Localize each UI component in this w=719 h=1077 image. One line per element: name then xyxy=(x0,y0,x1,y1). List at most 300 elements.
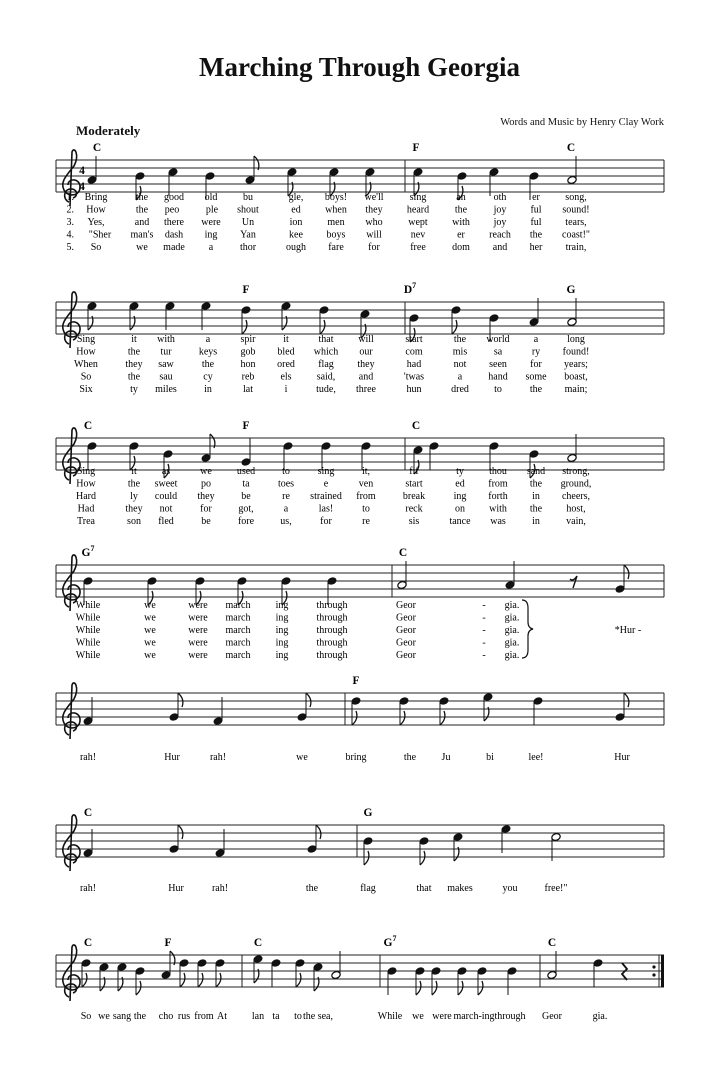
lyric-syllable: we xyxy=(144,637,156,649)
lyric-syllable: train, xyxy=(565,242,587,253)
lyric-syllable: ed xyxy=(291,204,301,216)
composer-credit: Words and Music by Henry Clay Work xyxy=(500,117,664,128)
treble-clef-icon xyxy=(63,815,80,871)
lyric-syllable: from xyxy=(356,491,376,502)
lyric-syllable: the xyxy=(127,346,141,358)
lyric-syllable: toes xyxy=(277,478,295,490)
chord-symbol: C xyxy=(83,807,93,819)
lyric-syllable: march xyxy=(225,612,251,624)
lyric-syllable: with xyxy=(157,334,175,345)
note-flag xyxy=(316,825,321,839)
lyric-syllable: ed xyxy=(455,478,465,490)
lyric-syllable: we xyxy=(412,1011,424,1022)
note-flag xyxy=(416,981,421,995)
lyric-syllable: re xyxy=(282,491,290,502)
lyric-syllable: free!" xyxy=(544,883,568,894)
lyric-syllable: in xyxy=(532,516,540,527)
lyric-syllable: joy xyxy=(493,204,507,216)
lyric-syllable: hun xyxy=(406,384,422,395)
lyric-syllable: with xyxy=(489,503,507,515)
chord-symbol: C xyxy=(411,420,421,432)
note-flag xyxy=(82,973,87,987)
lyric-syllable: not xyxy=(453,359,467,370)
lyric-syllable: be xyxy=(201,516,211,527)
lyric-syllable: e xyxy=(323,478,329,490)
lyric-syllable: thou xyxy=(489,466,507,477)
lyric-syllable: cheers, xyxy=(561,491,591,502)
lyric-syllable: While xyxy=(75,612,101,624)
lyric-syllable: fore xyxy=(237,516,255,527)
lyric-syllable: had xyxy=(406,359,422,370)
lyric-syllable: So xyxy=(80,1011,92,1022)
note-flag xyxy=(320,320,325,334)
lyric-syllable: the xyxy=(135,204,149,216)
lyric-syllable: we xyxy=(136,242,148,253)
lyric-syllable: tance xyxy=(449,516,471,527)
lyric-syllable: sand xyxy=(526,466,546,477)
lyric-syllable: host, xyxy=(566,503,586,515)
lyric-syllable: for xyxy=(530,359,542,370)
lyric-syllable: sis xyxy=(408,516,420,527)
lyric-syllable: to xyxy=(494,384,502,395)
lyric-syllable: 'twas xyxy=(403,371,425,383)
lyric-syllable: a xyxy=(208,242,214,253)
lyric-syllable: dom xyxy=(452,242,470,253)
lyric-syllable: a xyxy=(205,334,211,345)
lyric-syllable: kee xyxy=(289,229,303,241)
lyric-syllable: to xyxy=(294,1011,302,1022)
chord-symbol: F xyxy=(242,284,250,296)
lyric-syllable: break xyxy=(402,491,426,502)
lyric-syllable: Yan xyxy=(240,229,256,241)
lyric-syllable: - xyxy=(482,612,486,624)
lyric-syllable: While xyxy=(377,1011,403,1022)
lyric-syllable: bring xyxy=(345,752,367,763)
lyric-syllable: be xyxy=(241,491,251,502)
lyric-syllable: march xyxy=(225,637,251,649)
lyric-syllable: the xyxy=(453,334,467,345)
lyric-syllable: strained xyxy=(310,491,342,502)
repeat-dot xyxy=(652,973,655,976)
lyric-syllable: we xyxy=(144,625,156,636)
lyric-syllable: ry xyxy=(531,346,541,358)
lyric-syllable: as xyxy=(161,466,171,477)
note-flag xyxy=(458,981,463,995)
lyric-syllable: miles xyxy=(155,384,177,395)
lyric-syllable: bu xyxy=(243,192,253,203)
lyric-syllable: At xyxy=(217,1011,227,1022)
lyric-syllable: good xyxy=(164,192,184,203)
lyric-syllable: through xyxy=(316,600,348,611)
lyric-syllable: in xyxy=(204,384,212,395)
note-flag xyxy=(420,851,425,865)
lyric-syllable: when xyxy=(325,204,347,216)
lyric-syllable: ion xyxy=(289,217,303,228)
lyric-syllable: an xyxy=(456,192,466,203)
note-flag xyxy=(296,973,301,987)
chord-symbol: $G^7$ xyxy=(81,544,95,559)
lyric-syllable: Had xyxy=(77,503,95,515)
lyric-syllable: free xyxy=(410,242,426,253)
lyric-syllable: it xyxy=(283,334,289,345)
lyric-syllable: While xyxy=(75,637,101,649)
note-flag xyxy=(440,711,445,725)
lyric-syllable: joy xyxy=(493,217,507,228)
lyric-syllable: with xyxy=(452,217,470,228)
lyric-syllable: tur xyxy=(160,346,172,358)
lyric-syllable: we xyxy=(296,752,308,763)
lyric-syllable: forth xyxy=(488,491,508,502)
lyric-syllable: sweet xyxy=(154,478,178,490)
lyric-syllable: makes xyxy=(447,883,473,894)
lyric-syllable: fled xyxy=(158,516,174,527)
lyric-syllable: there xyxy=(164,217,184,228)
chord-symbol: C xyxy=(92,142,102,154)
lyric-syllable: us, xyxy=(280,516,292,527)
lyric-syllable: saw xyxy=(158,359,174,370)
lyric-syllable: for xyxy=(200,503,212,515)
lyric-syllable: So xyxy=(90,242,102,253)
lyric-syllable: long xyxy=(567,334,585,345)
lyric-syllable: flag xyxy=(318,359,334,370)
lyric-syllable: tears, xyxy=(565,217,587,228)
lyric-syllable: While xyxy=(75,600,101,611)
lyric-syllable: the xyxy=(454,204,468,216)
note-flag xyxy=(136,981,141,995)
lyric-syllable: reck xyxy=(405,503,423,515)
lyric-syllable: ful xyxy=(530,217,542,228)
lyric-syllable: - xyxy=(482,650,486,661)
chord-symbol: C xyxy=(83,937,93,949)
lyric-syllable: Hard xyxy=(76,491,96,502)
chord-symbol: G xyxy=(363,807,373,819)
lyric-syllable: a xyxy=(533,334,539,345)
lyric-syllable: the xyxy=(403,752,417,763)
note-flag xyxy=(178,693,183,707)
lyric-syllable: ing xyxy=(275,625,289,636)
lyric-syllable: ful xyxy=(530,204,542,216)
lyric-syllable: we xyxy=(144,612,156,624)
lyric-syllable: Hur xyxy=(168,883,184,894)
note-flag xyxy=(624,693,629,707)
lyric-syllable: Geor xyxy=(396,600,416,611)
lyric-syllable: thor xyxy=(239,242,257,253)
lyric-syllable: gia. xyxy=(504,650,520,661)
refrain-start: *Hur - xyxy=(614,625,642,636)
lyric-syllable: we'll xyxy=(364,192,384,203)
verse-number: 2. xyxy=(66,204,74,216)
lyric-syllable: sang xyxy=(112,1011,132,1022)
note-flag xyxy=(306,693,311,707)
lyric-syllable: Geor xyxy=(396,637,416,649)
lyric-syllable: we xyxy=(144,600,156,611)
lyric-syllable: from xyxy=(194,1011,214,1022)
lyric-syllable: - xyxy=(482,637,486,649)
lyric-syllable: Geor xyxy=(396,625,416,636)
lyric-syllable: "Sher xyxy=(88,229,112,241)
lyric-syllable: Bring xyxy=(84,192,108,203)
lyric-syllable: to xyxy=(282,466,290,477)
lyric-syllable: ta xyxy=(272,1011,280,1022)
note-flag xyxy=(452,320,457,334)
lyric-syllable: Six xyxy=(79,384,93,395)
lyric-syllable: were xyxy=(432,1011,452,1022)
note-flag xyxy=(198,973,203,987)
lyric-syllable: rah! xyxy=(211,883,229,894)
lyric-syllable: used xyxy=(236,466,256,477)
lyric-syllable: re xyxy=(362,516,370,527)
lyric-syllable: hon xyxy=(240,359,256,370)
lyric-syllable: made xyxy=(163,242,185,253)
lyric-syllable: Geor xyxy=(396,612,416,624)
lyric-syllable: from xyxy=(488,478,508,490)
lyric-syllable: cy xyxy=(203,371,213,383)
lyric-syllable: the xyxy=(127,478,141,490)
lyric-syllable: gia. xyxy=(504,612,520,624)
lyric-syllable: lan xyxy=(251,1011,265,1022)
lyric-syllable: ing xyxy=(204,229,218,241)
lyric-syllable: we xyxy=(144,650,156,661)
tempo-marking: Moderately xyxy=(76,123,141,138)
lyric-syllable: ing xyxy=(275,650,289,661)
lyric-syllable: peo xyxy=(164,204,180,216)
note-flag xyxy=(432,981,437,995)
lyric-syllable: Ju xyxy=(441,752,451,763)
lyric-syllable: march xyxy=(225,600,251,611)
lyric-syllable: man's xyxy=(130,229,154,241)
note-flag xyxy=(478,981,483,995)
lyric-syllable: Hur xyxy=(614,752,630,763)
lyric-syllable: were xyxy=(188,600,208,611)
lyric-syllable: ing xyxy=(275,612,289,624)
chord-symbol: G xyxy=(566,284,576,296)
lyric-syllable: ing xyxy=(275,600,289,611)
lyric-syllable: got, xyxy=(238,503,254,515)
lyric-syllable: Trea xyxy=(77,516,95,527)
eighth-rest-icon xyxy=(570,576,577,588)
lyric-syllable: for xyxy=(320,516,332,527)
lyric-syllable: ple xyxy=(205,204,219,216)
lyric-syllable: for xyxy=(368,242,380,253)
lyric-syllable: they xyxy=(357,359,375,370)
lyric-syllable: dred xyxy=(451,384,469,395)
note-flag xyxy=(242,320,247,334)
lyric-syllable: ty xyxy=(456,466,464,477)
lyric-syllable: cho xyxy=(158,1011,174,1022)
lyric-syllable: So xyxy=(80,371,92,383)
lyric-syllable: old xyxy=(204,192,218,203)
chord-symbol: F xyxy=(164,937,172,949)
lyric-syllable: lat xyxy=(243,384,253,395)
lyric-syllable: the xyxy=(529,229,543,241)
lyric-syllable: mis xyxy=(452,346,468,358)
lyric-syllable: nev xyxy=(410,229,426,241)
lyric-syllable: sound! xyxy=(562,204,590,216)
chord-symbol: F xyxy=(242,420,250,432)
lyric-syllable: ground, xyxy=(560,478,592,490)
lyric-syllable: er xyxy=(457,229,465,241)
note-flag xyxy=(216,973,221,987)
lyric-syllable: the xyxy=(135,192,149,203)
lyric-syllable: the xyxy=(305,883,319,894)
lyric-syllable: gia. xyxy=(504,625,520,636)
lyric-syllable: sing xyxy=(317,466,335,477)
lyric-syllable: ored xyxy=(277,359,295,370)
verse-number: 1. xyxy=(66,192,74,203)
lyric-syllable: and xyxy=(134,217,150,228)
lyric-syllable: they xyxy=(197,491,215,502)
lyric-syllable: ing xyxy=(453,491,467,502)
lyric-syllable: reach xyxy=(489,229,511,241)
lyric-syllable: bi xyxy=(486,752,494,763)
lyric-syllable: ough xyxy=(286,242,306,253)
lyric-syllable: march xyxy=(225,625,251,636)
verse-number: 5. xyxy=(66,242,74,253)
lyric-syllable: Hur xyxy=(164,752,180,763)
lyric-syllable: ven xyxy=(358,478,374,490)
lyric-syllable: Sing xyxy=(76,334,96,345)
lyric-syllable: fare xyxy=(328,242,344,253)
chord-symbol: C xyxy=(398,547,408,559)
lyric-syllable: start xyxy=(405,478,423,490)
lyric-syllable: How xyxy=(76,478,96,490)
lyric-syllable: were xyxy=(188,637,208,649)
lyric-syllable: men xyxy=(327,217,345,228)
lyric-syllable: the xyxy=(529,478,543,490)
lyric-syllable: will xyxy=(358,334,374,345)
lyric-syllable: bled xyxy=(277,346,295,358)
lyric-syllable: in xyxy=(532,491,540,502)
chord-symbol: C xyxy=(566,142,576,154)
lyric-syllable: they xyxy=(365,204,383,216)
verse-brace xyxy=(522,600,533,658)
song-title: Marching Through Georgia xyxy=(198,52,521,82)
lyric-syllable: world xyxy=(486,334,510,345)
lyric-syllable: vain, xyxy=(566,516,586,527)
lyric-syllable: seen xyxy=(489,359,507,370)
lyric-syllable: ta xyxy=(242,478,250,490)
lyric-syllable: rah! xyxy=(209,752,227,763)
lyric-syllable: the xyxy=(133,1011,147,1022)
lyric-syllable: Geor xyxy=(396,650,416,661)
lyric-syllable: - xyxy=(482,625,486,636)
lyric-syllable: keys xyxy=(198,346,218,358)
lyric-syllable: els xyxy=(280,371,292,383)
chord-symbol: C xyxy=(83,420,93,432)
lyric-syllable: son xyxy=(127,516,141,527)
lyric-syllable: through xyxy=(316,625,348,636)
chord-symbol: C xyxy=(253,937,263,949)
lyric-syllable: ing xyxy=(275,637,289,649)
lyric-syllable: it xyxy=(131,466,137,477)
lyric-syllable: gob xyxy=(240,346,256,358)
lyric-syllable: were xyxy=(188,625,208,636)
lyric-syllable: com xyxy=(405,346,423,358)
lyric-syllable: who xyxy=(365,217,383,228)
lyric-syllable: through xyxy=(494,1011,526,1022)
lyric-syllable: er xyxy=(532,192,540,203)
note-flag xyxy=(400,711,405,725)
lyric-syllable: wept xyxy=(408,217,428,228)
lyric-syllable: it xyxy=(131,334,137,345)
lyric-syllable: will xyxy=(366,229,382,241)
final-thick-bar xyxy=(661,955,664,987)
lyric-syllable: boast, xyxy=(564,371,588,383)
lyric-syllable: gia. xyxy=(504,600,520,611)
note-flag xyxy=(364,851,369,865)
lyric-syllable: and xyxy=(358,371,374,383)
lyric-syllable: march xyxy=(225,650,251,661)
lyric-syllable: they xyxy=(125,359,143,370)
lyric-syllable: to xyxy=(362,503,370,515)
chord-symbol: C xyxy=(547,937,557,949)
lyric-syllable: ly xyxy=(130,491,138,502)
lyric-syllable: While xyxy=(75,650,101,661)
lyric-syllable: How xyxy=(86,204,106,216)
lyric-syllable: through xyxy=(316,650,348,661)
note-flag xyxy=(624,565,629,579)
lyric-syllable: it, xyxy=(361,466,371,477)
lyric-syllable: not xyxy=(159,503,173,515)
lyric-syllable: How xyxy=(76,346,96,358)
lyric-syllable: strong, xyxy=(562,466,590,477)
lyric-syllable: start xyxy=(405,334,423,345)
lyric-syllable: While xyxy=(75,625,101,636)
lyric-syllable: dash xyxy=(164,229,184,241)
lyric-syllable: gia. xyxy=(504,637,520,649)
verse-number: 4. xyxy=(66,229,74,241)
lyric-syllable: flag xyxy=(360,883,376,894)
lyric-syllable: march-ing xyxy=(453,1011,495,1022)
lyric-syllable: tude, xyxy=(316,384,336,395)
lyric-syllable: were xyxy=(188,612,208,624)
lyric-syllable: were xyxy=(188,650,208,661)
lyric-syllable: a xyxy=(283,503,289,515)
lyric-syllable: song, xyxy=(565,192,587,203)
lyric-syllable: Sing xyxy=(76,466,96,477)
lyric-syllable: heard xyxy=(406,204,430,216)
lyric-syllable: sau xyxy=(159,371,173,383)
lyric-syllable: some xyxy=(525,371,547,383)
lyric-syllable: could xyxy=(154,491,178,502)
lyric-syllable: sing xyxy=(409,192,427,203)
lyric-syllable: they xyxy=(125,503,143,515)
lyric-syllable: - xyxy=(482,600,486,611)
lyric-syllable: shout xyxy=(237,204,259,216)
lyric-syllable: years; xyxy=(564,359,588,370)
note-flag xyxy=(178,825,183,839)
lyric-syllable: oth xyxy=(493,192,507,203)
lyric-syllable: which xyxy=(313,346,339,358)
lyric-syllable: our xyxy=(359,346,373,358)
lyric-syllable: i xyxy=(284,384,288,395)
lyric-syllable: spir xyxy=(240,334,256,345)
lyric-syllable: was xyxy=(490,516,506,527)
lyric-syllable: main; xyxy=(564,384,588,395)
time-signature-top: 4 xyxy=(79,165,85,177)
lyric-syllable: on xyxy=(455,503,465,515)
lyric-syllable: the xyxy=(201,359,215,370)
lyric-syllable: Un xyxy=(241,217,255,228)
lyric-syllable: rus xyxy=(177,1011,191,1022)
note-flag xyxy=(180,973,185,987)
lyric-syllable: boys xyxy=(326,229,346,241)
lyric-syllable: found! xyxy=(562,346,590,358)
verse-number: 3. xyxy=(66,217,74,228)
lyric-syllable: coast!" xyxy=(562,229,590,241)
chord-symbol: $D^7$ xyxy=(403,281,417,296)
lyric-syllable: gia. xyxy=(592,1011,608,1022)
